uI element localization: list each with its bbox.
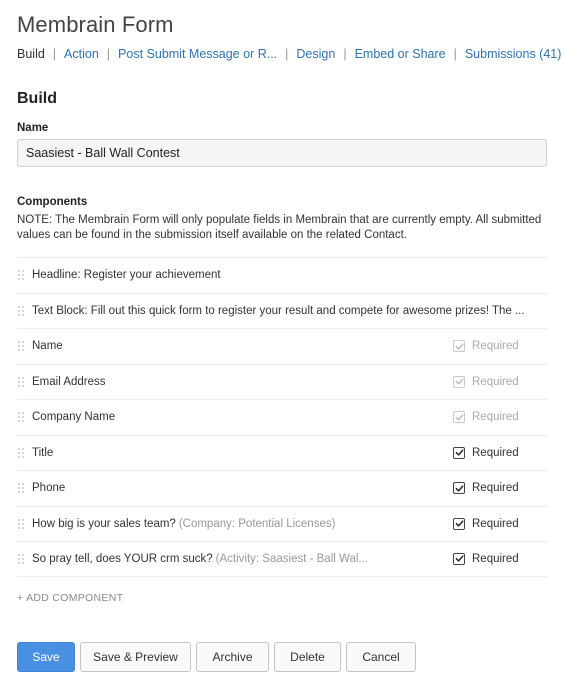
component-row[interactable] (17, 541, 547, 577)
component-label: Name (32, 340, 63, 353)
checkmark-icon (455, 413, 464, 422)
name-input[interactable] (17, 139, 547, 167)
drag-handle-icon[interactable] (18, 518, 24, 530)
component-row[interactable] (17, 257, 547, 293)
tab-action[interactable]: Action (64, 47, 99, 61)
tab-separator: | (285, 47, 289, 61)
required-checkbox[interactable] (453, 447, 465, 459)
required-checkbox (453, 340, 465, 352)
action-buttons (17, 642, 421, 672)
tab-design[interactable]: Design (296, 47, 336, 61)
archive-button[interactable]: Archive (196, 642, 269, 672)
tab-submissions-41[interactable]: Submissions (41) (464, 47, 562, 61)
tab-separator: | (106, 47, 111, 61)
component-row[interactable] (17, 293, 547, 329)
drag-handle-icon[interactable] (18, 340, 24, 352)
drag-handle-icon[interactable] (18, 269, 24, 281)
required-toggle (453, 376, 519, 388)
required-checkbox (453, 411, 465, 423)
tab-separator: | (453, 47, 457, 61)
checkmark-icon (455, 519, 464, 528)
component-row[interactable] (17, 470, 547, 506)
required-checkbox (453, 376, 465, 388)
cancel-button[interactable]: Cancel (346, 642, 416, 672)
save-button[interactable]: Save (17, 642, 75, 672)
required-label: Required (472, 482, 519, 495)
component-label: Email Address (32, 375, 106, 388)
checkmark-icon (455, 554, 464, 563)
component-row[interactable] (17, 435, 547, 471)
drag-handle-icon[interactable] (18, 553, 24, 565)
add-component-link[interactable]: + ADD COMPONENT (17, 592, 124, 604)
component-label: How big is your sales team? (32, 517, 176, 530)
component-list (17, 257, 547, 577)
checkmark-icon (455, 377, 464, 386)
required-toggle (453, 340, 519, 352)
checkmark-icon (455, 448, 464, 457)
required-toggle[interactable] (453, 518, 519, 530)
component-label: So pray tell, does YOUR crm suck? (32, 552, 213, 565)
name-label: Name (17, 122, 49, 134)
required-label: Required (472, 340, 519, 353)
required-label: Required (472, 552, 519, 565)
tab-embed-or-share[interactable]: Embed or Share (354, 47, 446, 61)
page-title: Membrain Form (17, 12, 174, 37)
drag-handle-icon[interactable] (18, 305, 24, 317)
component-mapping-hint: (Company: Potential Licenses) (178, 517, 336, 530)
component-row[interactable] (17, 364, 547, 400)
components-note: NOTE: The Membrain Form will only populate fields in Membrain that are currently empty. All submitted values can be found in the submission itself available on the related Contact. (17, 214, 542, 241)
tab-separator: | (52, 47, 57, 61)
checkmark-icon (455, 342, 464, 351)
required-toggle[interactable] (453, 482, 519, 494)
required-label: Required (472, 375, 519, 388)
required-label: Required (472, 517, 519, 530)
drag-handle-icon[interactable] (18, 447, 24, 459)
checkmark-icon (455, 484, 464, 493)
required-toggle (453, 411, 519, 423)
required-toggle[interactable] (453, 447, 519, 459)
component-label: Company Name (32, 411, 116, 424)
section-title-build: Build (17, 90, 57, 107)
drag-handle-icon[interactable] (18, 376, 24, 388)
required-checkbox[interactable] (453, 553, 465, 565)
tab-bar (17, 47, 561, 61)
required-checkbox[interactable] (453, 518, 465, 530)
component-label: Headline: Register your achievement (32, 269, 221, 282)
drag-handle-icon[interactable] (18, 411, 24, 423)
delete-button[interactable]: Delete (274, 642, 341, 672)
save-preview-button[interactable]: Save & Preview (80, 642, 191, 672)
component-label: Text Block: Fill out this quick form to register your result and compete for awesome prizes! The ... (32, 304, 525, 317)
component-label: Title (32, 446, 54, 459)
required-checkbox[interactable] (453, 482, 465, 494)
component-row[interactable] (17, 399, 547, 435)
drag-handle-icon[interactable] (18, 482, 24, 494)
required-label: Required (472, 411, 519, 424)
component-label: Phone (32, 482, 66, 495)
component-mapping-hint: (Activity: Saasiest - Ball Wal... (215, 552, 368, 565)
required-label: Required (472, 446, 519, 459)
tab-build[interactable]: Build (17, 47, 45, 61)
component-row[interactable] (17, 506, 547, 542)
tab-post-submit-message-or-r[interactable]: Post Submit Message or R... (118, 47, 278, 61)
required-toggle[interactable] (453, 553, 519, 565)
components-label: Components (17, 196, 88, 208)
tab-separator: | (343, 47, 347, 61)
component-row[interactable] (17, 328, 547, 364)
